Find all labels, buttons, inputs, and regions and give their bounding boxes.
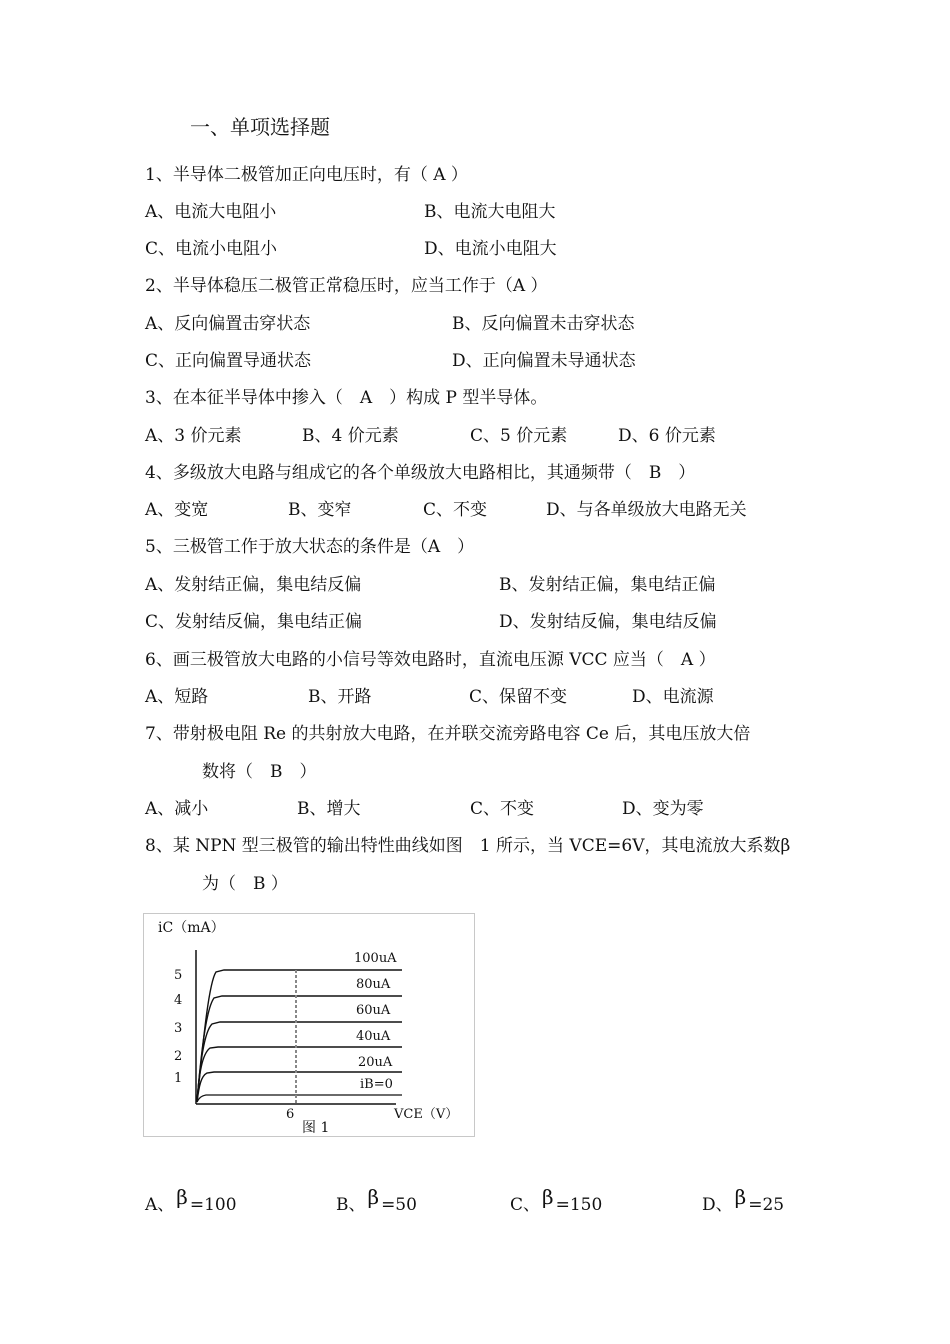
question-8-stem-cont: 为（ B ）	[202, 874, 288, 894]
y-tick: 2	[174, 1049, 183, 1064]
q7-option-b: B、增大	[297, 799, 361, 819]
output-characteristics-figure	[143, 913, 475, 1137]
curve-label-60ua: 60uA	[356, 1003, 391, 1018]
option-letter: D、	[702, 1195, 733, 1215]
beta-symbol: β	[542, 1185, 554, 1209]
q2-option-a: A、反向偏置击穿状态	[145, 314, 311, 334]
beta-symbol: β	[176, 1185, 188, 1209]
q2-option-b: B、反向偏置未击穿状态	[452, 314, 635, 334]
y-tick: 5	[174, 968, 183, 983]
q3-option-b: B、4 价元素	[302, 426, 399, 446]
section-title: 一、单项选择题	[190, 115, 330, 139]
q8-option-c	[510, 1185, 603, 1215]
q6-option-b: B、开路	[308, 687, 372, 707]
q7-option-c: C、不变	[470, 799, 535, 819]
question-3-stem: 3、在本征半导体中掺入（ A ）构成 P 型半导体。	[145, 388, 548, 408]
q3-option-d: D、6 价元素	[618, 426, 716, 446]
q8-option-a	[145, 1185, 237, 1215]
q4-option-c: C、不变	[423, 500, 488, 520]
option-letter: A、	[145, 1195, 175, 1215]
question-8-stem: 8、某 NPN 型三极管的输出特性曲线如图 1 所示，当 VCE=6V，其电流放大系数β	[145, 836, 791, 856]
q4-option-a: A、变宽	[145, 500, 209, 520]
q2-option-d: D、正向偏置未导通状态	[452, 351, 636, 371]
option-value: =50	[381, 1195, 417, 1215]
q4-option-b: B、变窄	[288, 500, 352, 520]
y-axis-label: iC（mA）	[158, 920, 225, 936]
beta-symbol: β	[367, 1185, 380, 1209]
q5-option-b: B、发射结正偏，集电结正偏	[499, 575, 716, 595]
q3-option-a: A、3 价元素	[145, 426, 242, 446]
q7-option-a: A、减小	[145, 799, 209, 819]
q1-option-c: C、电流小电阻小	[145, 239, 278, 259]
q6-option-d: D、电流源	[632, 687, 714, 707]
question-6-stem: 6、画三极管放大电路的小信号等效电路时，直流电压源 VCC 应当（ A ）	[145, 650, 716, 670]
y-tick: 4	[174, 993, 183, 1008]
question-4-stem: 4、多级放大电路与组成它的各个单级放大电路相比，其通频带（ B ）	[145, 463, 696, 483]
q8-option-d	[702, 1185, 785, 1215]
option-value: =150	[555, 1195, 603, 1215]
q4-option-d: D、与各单级放大电路无关	[546, 500, 747, 520]
question-5-stem: 5、三极管工作于放大状态的条件是（A ）	[145, 537, 475, 557]
option-letter: C、	[510, 1195, 541, 1215]
q6-option-a: A、短路	[145, 687, 209, 707]
curve-label-ib-0: iB=0	[360, 1077, 393, 1092]
y-tick: 3	[174, 1021, 183, 1036]
q3-option-c: C、5 价元素	[470, 426, 568, 446]
q5-option-d: D、发射结反偏，集电结反偏	[499, 612, 717, 632]
x-tick: 6	[286, 1107, 295, 1122]
question-7-stem-cont: 数将（ B ）	[202, 762, 317, 782]
option-letter: B、	[336, 1195, 366, 1215]
figure-caption: 图 1	[302, 1120, 330, 1136]
option-value: =100	[189, 1195, 237, 1215]
question-1-stem: 1、半导体二极管加正向电压时，有（ A ）	[145, 165, 468, 185]
curve-label-100ua: 100uA	[354, 951, 397, 966]
option-value: =25	[748, 1195, 785, 1215]
q1-option-d: D、电流小电阻大	[424, 239, 557, 259]
question-2-stem: 2、半导体稳压二极管正常稳压时，应当工作于（A ）	[145, 276, 548, 296]
q7-option-d: D、变为零	[622, 799, 704, 819]
q1-option-a: A、电流大电阻小	[145, 202, 277, 222]
q2-option-c: C、正向偏置导通状态	[145, 351, 312, 371]
x-axis-label: VCE（V）	[394, 1107, 459, 1122]
curve-label-20ua: 20uA	[358, 1055, 393, 1070]
curve-label-40ua: 40uA	[356, 1029, 391, 1044]
q5-option-a: A、发射结正偏，集电结反偏	[145, 575, 362, 595]
question-7-stem: 7、带射极电阻 Re 的共射放大电路，在并联交流旁路电容 Ce 后，其电压放大倍	[145, 724, 751, 744]
curve-ib-0	[197, 1095, 402, 1102]
q6-option-c: C、保留不变	[469, 687, 568, 707]
curve-label-80ua: 80uA	[356, 977, 391, 992]
beta-symbol: β	[734, 1185, 747, 1209]
q8-option-b	[336, 1185, 417, 1215]
y-tick: 1	[174, 1071, 183, 1086]
q5-option-c: C、发射结反偏，集电结正偏	[145, 612, 363, 632]
q1-option-b: B、电流大电阻大	[424, 202, 556, 222]
